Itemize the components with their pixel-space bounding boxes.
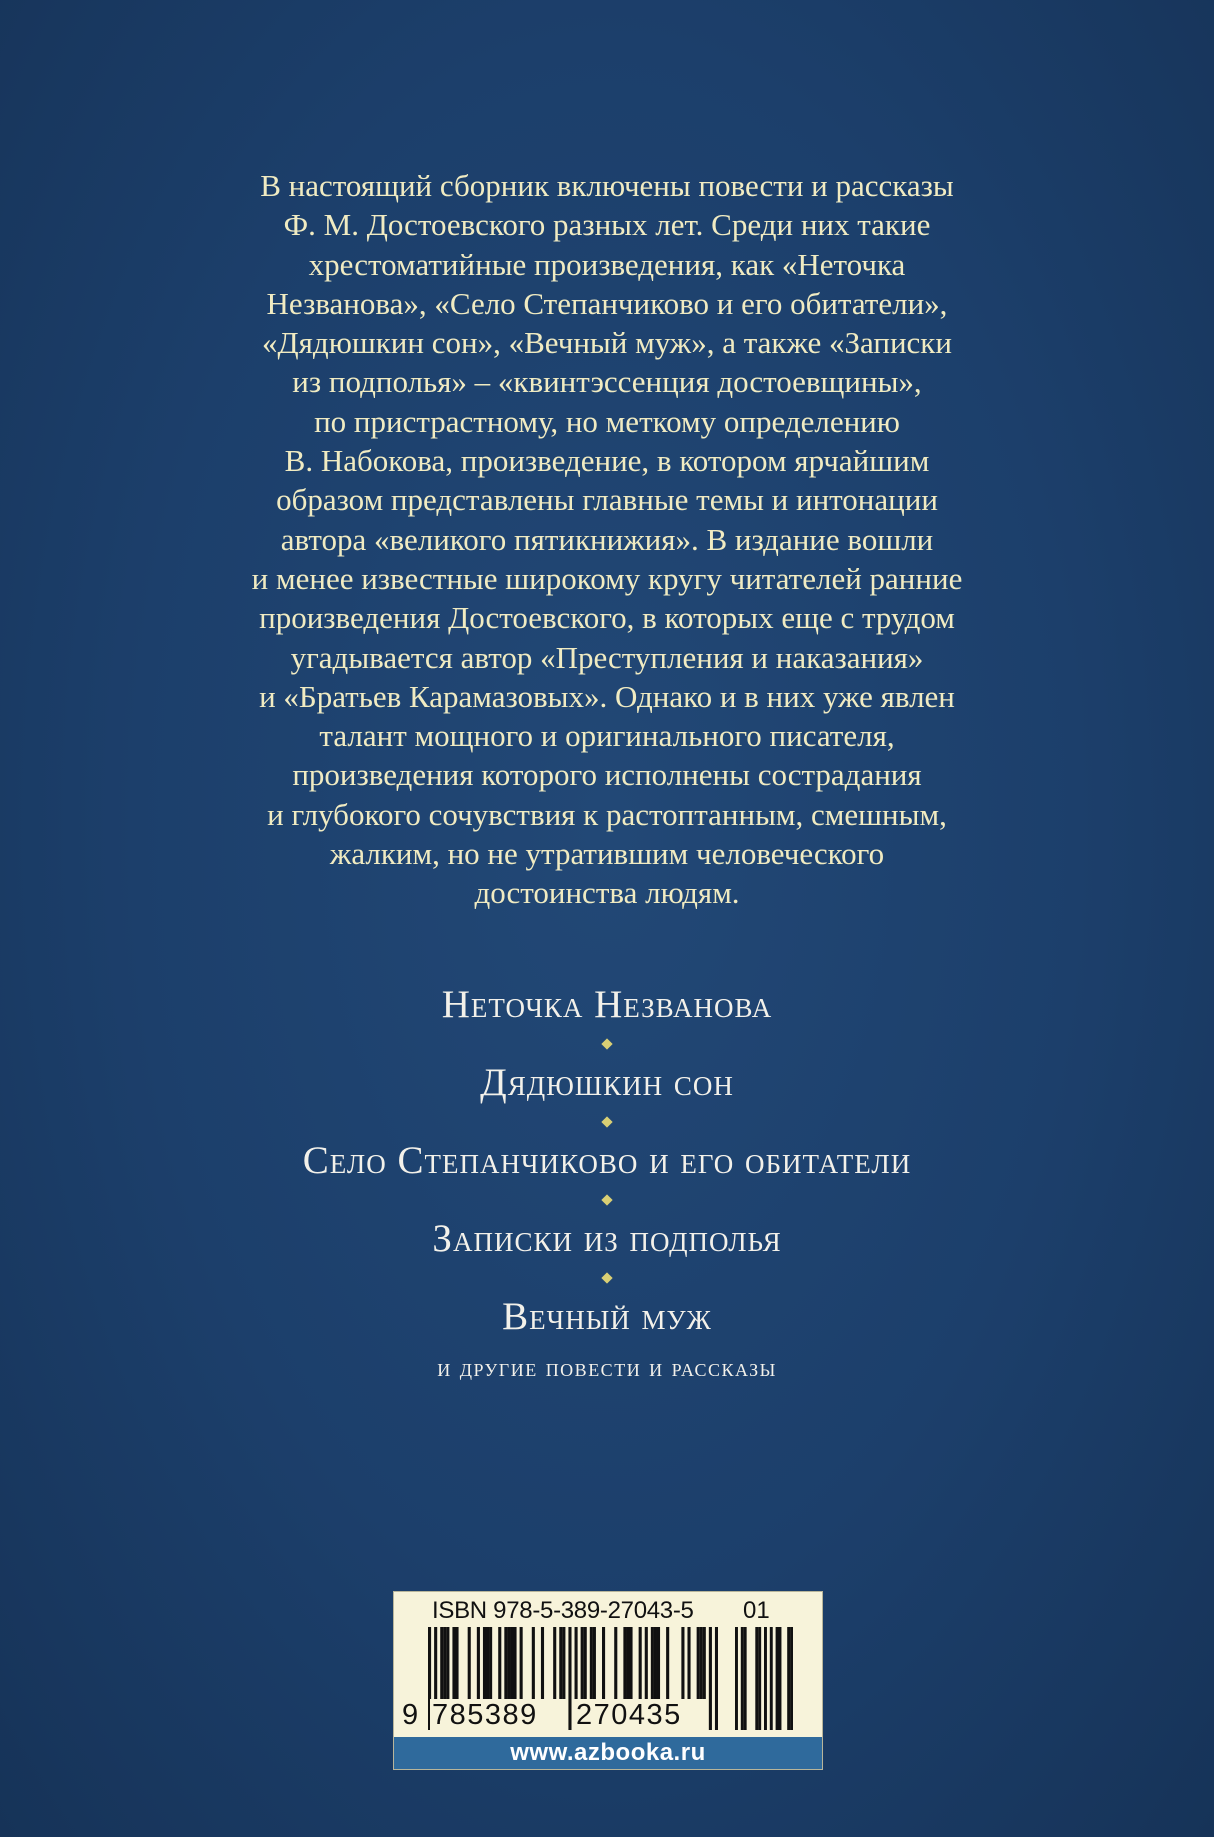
addon-bar bbox=[735, 1627, 738, 1730]
blurb-line: «Дядюшкин сон», «Вечный муж», а также «Записки bbox=[262, 325, 952, 361]
barcode-bar bbox=[645, 1627, 648, 1699]
barcode-bar bbox=[520, 1627, 523, 1699]
addon-bar bbox=[758, 1627, 761, 1730]
blurb-line: жалким, но не утратившим человеческого bbox=[329, 836, 885, 872]
blurb-line: и «Братьев Карамазовых». Однако и в них уже явлен bbox=[259, 678, 955, 714]
ean-right-group: 270435 bbox=[576, 1699, 682, 1731]
addon-bar bbox=[741, 1627, 744, 1730]
barcode-bar bbox=[507, 1627, 510, 1699]
blurb-line: В настоящий сборник включены повести и рассказы bbox=[260, 168, 954, 203]
barcode-bar bbox=[666, 1627, 669, 1699]
barcode-bar bbox=[715, 1627, 718, 1730]
blurb-text bbox=[150, 166, 1064, 913]
barcode-bar bbox=[486, 1627, 489, 1699]
subtitle-other-stories: и другие повести и рассказы bbox=[437, 1353, 777, 1382]
barcode-bar bbox=[532, 1627, 535, 1699]
barcode-bar bbox=[559, 1627, 562, 1699]
barcode-bar bbox=[602, 1627, 605, 1699]
barcode-bar bbox=[562, 1627, 565, 1699]
addon-bar bbox=[744, 1627, 747, 1730]
title-vechnyi-muzh: Вечный муж bbox=[502, 1295, 712, 1338]
ean-left-group: 785389 bbox=[432, 1699, 538, 1731]
addon-bar bbox=[764, 1627, 767, 1730]
barcode-label bbox=[393, 1591, 823, 1770]
blurb-line: по пристрастному, но меткому определению bbox=[314, 403, 900, 439]
title-dyadyushkin-son: Дядюшкин сон bbox=[480, 1061, 734, 1104]
barcode-bar bbox=[623, 1627, 626, 1699]
diamond-icon bbox=[601, 1038, 612, 1049]
isbn-number: ISBN 978-5-389-27043-5 bbox=[432, 1597, 694, 1624]
barcode-bar bbox=[687, 1627, 690, 1699]
diamond-separator bbox=[100, 1186, 1114, 1214]
barcode-bar bbox=[443, 1627, 446, 1699]
contents-list bbox=[100, 980, 1114, 1384]
barcode-bar bbox=[700, 1627, 703, 1699]
diamond-icon bbox=[601, 1272, 612, 1283]
barcode-bar bbox=[709, 1627, 712, 1730]
blurb-line: и менее известные широкому кругу читателей ранние bbox=[251, 560, 963, 596]
barcode-bar bbox=[654, 1627, 657, 1699]
blurb-line: хрестоматийные произведения, как «Неточка bbox=[308, 246, 906, 282]
barcode-bar bbox=[498, 1627, 501, 1699]
barcode-bar bbox=[477, 1627, 480, 1699]
diamond-icon bbox=[601, 1194, 612, 1205]
barcode-bar bbox=[614, 1627, 617, 1699]
blurb-line: Незванова», «Село Степанчиково и его обитатели», bbox=[266, 285, 948, 321]
diamond-separator bbox=[100, 1030, 1114, 1058]
addon-bar bbox=[787, 1627, 790, 1730]
barcode-bar bbox=[446, 1627, 449, 1699]
addon-bar bbox=[770, 1627, 773, 1730]
addon-bar bbox=[776, 1627, 779, 1730]
publisher-website-strip bbox=[394, 1737, 822, 1769]
addon-bar bbox=[790, 1627, 793, 1730]
blurb-line: и глубокого сочувствия к растоптанным, смешным, bbox=[267, 796, 947, 832]
barcode-bar bbox=[590, 1627, 593, 1699]
barcode-addon-code: 01 bbox=[743, 1597, 770, 1624]
blurb-line: произведения которого исполнены сострадания bbox=[292, 757, 922, 793]
barcode-bar bbox=[510, 1627, 513, 1699]
barcode-bar bbox=[697, 1627, 700, 1699]
barcode-bar bbox=[483, 1627, 486, 1699]
diamond-separator bbox=[100, 1108, 1114, 1136]
barcode-bar bbox=[681, 1627, 684, 1699]
barcode-bar bbox=[504, 1627, 507, 1699]
barcode-bar bbox=[584, 1627, 587, 1699]
ean-first-digit: 9 bbox=[402, 1699, 419, 1731]
blurb-line: достоинства людям. bbox=[474, 875, 740, 911]
barcode-bar bbox=[639, 1627, 642, 1699]
barcode-bar bbox=[513, 1627, 516, 1699]
barcode-bar bbox=[651, 1627, 654, 1699]
barcode-bar bbox=[581, 1627, 584, 1699]
title-selo-stepanchikovo: Село Степанчиково и его обитатели bbox=[302, 1139, 912, 1182]
blurb-line: В. Набокова, произведение, в котором ярчайшим bbox=[284, 443, 930, 479]
barcode-bar bbox=[657, 1627, 660, 1699]
barcode-bar bbox=[626, 1627, 629, 1699]
blurb-line: угадывается автор «Преступления и наказания» bbox=[290, 639, 924, 675]
blurb-line: из подполья» – «квинтэссенция достоевщины», bbox=[292, 364, 922, 400]
diamond-icon bbox=[601, 1116, 612, 1127]
blurb-line: Ф. М. Достоевского разных лет. Среди них такие bbox=[283, 207, 931, 243]
addon-bar bbox=[755, 1627, 758, 1730]
barcode-bar bbox=[703, 1627, 706, 1699]
blurb-line: автора «великого пятикнижия». В издание вошли bbox=[280, 521, 934, 557]
barcode-bar bbox=[468, 1627, 471, 1699]
publisher-website: www.azbooka.ru bbox=[510, 1739, 706, 1766]
blurb-line: образом представлены главные темы и интонации bbox=[276, 482, 938, 518]
title-netochka-nezvanova: Неточка Незванова bbox=[441, 983, 773, 1026]
barcode-bar bbox=[553, 1627, 556, 1699]
blurb-line: произведения Достоевского, в которых еще с трудом bbox=[259, 600, 955, 636]
diamond-separator bbox=[100, 1264, 1114, 1292]
barcode-bar bbox=[440, 1627, 443, 1699]
barcode-bar bbox=[593, 1627, 596, 1699]
addon-bar bbox=[779, 1627, 782, 1730]
barcode-bar bbox=[629, 1627, 632, 1699]
barcode-bar bbox=[568, 1627, 571, 1730]
title-zapiski-iz-podpolya: Записки из подполья bbox=[432, 1217, 782, 1260]
blurb-line: талант мощного и оригинального писателя, bbox=[319, 718, 895, 754]
barcode-bar bbox=[541, 1627, 544, 1699]
barcode-bar bbox=[452, 1627, 455, 1699]
addon-barcode-icon bbox=[735, 1627, 793, 1730]
barcode-bar bbox=[455, 1627, 458, 1699]
barcode-bar bbox=[489, 1627, 492, 1699]
